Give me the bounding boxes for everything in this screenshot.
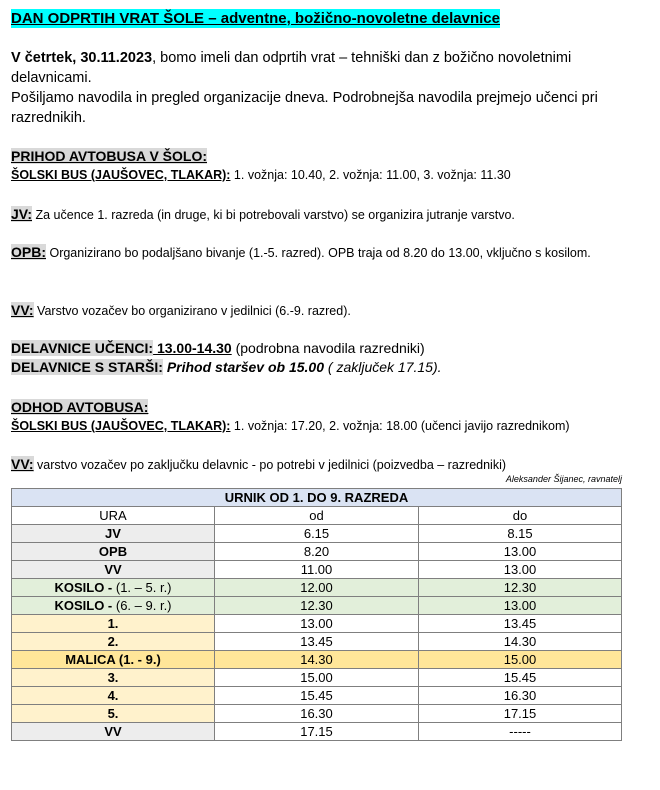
row-od: 11.00 xyxy=(215,561,419,579)
row-od: 16.30 xyxy=(215,705,419,723)
vv-text: Varstvo vozačev bo organizirano v jedilnici (6.-9. razred). xyxy=(33,304,351,318)
row-od: 6.15 xyxy=(215,525,419,543)
row-do: 15.45 xyxy=(419,669,622,687)
header-od: od xyxy=(215,507,419,525)
intro-date: V četrtek, 30.11.2023 xyxy=(11,50,153,66)
delavnice-starsi-label: DELAVNICE S STARŠI: xyxy=(11,359,163,375)
odhod-bus-text: 1. vožnja: 17.20, 2. vožnja: 18.00 (učenci javijo razrednikom) xyxy=(230,419,570,433)
delavnice-ucenci-time: 13.00-14.30 xyxy=(153,340,232,356)
opb-text: Organizirano bo podaljšano bivanje (1.-5. razred). OPB traja od 8.20 do 13.00, vključno s kosilom. xyxy=(46,246,591,260)
opb-label: OPB: xyxy=(11,244,46,260)
page-title: DAN ODPRTIH VRAT ŠOLE – adventne, božično-novoletne delavnice xyxy=(11,10,500,27)
delavnice-starsi-text: Prihod staršev ob 15.00 xyxy=(162,359,325,375)
row-label: MALICA (1. - 9.) xyxy=(12,651,215,669)
row-od: 12.30 xyxy=(215,597,419,615)
vv-label: VV: xyxy=(11,302,34,318)
vv2-label: VV: xyxy=(11,456,34,472)
row-label: 1. xyxy=(12,615,215,633)
table-row xyxy=(12,705,622,723)
signature: Aleksander Šijanec, ravnatelj xyxy=(505,474,622,484)
row-label: OPB xyxy=(12,543,215,561)
row-do: 12.30 xyxy=(419,579,622,597)
row-do: 16.30 xyxy=(419,687,622,705)
header-do: do xyxy=(419,507,622,525)
table-title-row xyxy=(12,489,622,507)
prihod-bus-label: ŠOLSKI BUS (JAUŠOVEC, TLAKAR): xyxy=(11,168,231,182)
table-row xyxy=(12,579,622,597)
prihod-bus-text: 1. vožnja: 10.40, 2. vožnja: 11.00, 3. vožnja: 11.30 xyxy=(230,168,511,182)
section-delavnice xyxy=(11,339,626,377)
table-row xyxy=(12,543,622,561)
row-label: KOSILO - xyxy=(54,598,113,613)
section-odhod xyxy=(11,398,626,435)
table-row xyxy=(12,687,622,705)
jv-text: Za učence 1. razreda (in druge, ki bi potrebovali varstvo) se organizira jutranje varstvo. xyxy=(32,208,515,222)
section-opb xyxy=(11,243,626,262)
row-od: 15.45 xyxy=(215,687,419,705)
row-do: 15.00 xyxy=(419,651,622,669)
row-do: 13.00 xyxy=(419,543,622,561)
row-label: VV xyxy=(12,561,215,579)
intro-paragraph xyxy=(11,48,631,128)
row-od: 8.20 xyxy=(215,543,419,561)
row-label-cell xyxy=(12,597,215,615)
table-title: URNIK OD 1. DO 9. RAZREDA xyxy=(12,489,622,507)
table-row xyxy=(12,669,622,687)
table-row xyxy=(12,561,622,579)
row-label: 2. xyxy=(12,633,215,651)
row-do: 17.15 xyxy=(419,705,622,723)
row-label-cell xyxy=(12,579,215,597)
row-do: 13.00 xyxy=(419,561,622,579)
row-label: 5. xyxy=(12,705,215,723)
row-od: 13.00 xyxy=(215,615,419,633)
table-row xyxy=(12,723,622,741)
row-od: 12.00 xyxy=(215,579,419,597)
row-label: KOSILO - xyxy=(54,580,113,595)
intro-text-2: Pošiljamo navodila in pregled organizacije dneva. Podrobnejša navodila prejmejo učenci pri razrednikih. xyxy=(11,90,598,126)
row-do: ----- xyxy=(419,723,622,741)
table-row xyxy=(12,615,622,633)
row-od: 17.15 xyxy=(215,723,419,741)
table-row xyxy=(12,597,622,615)
vv2-text: varstvo vozačev po zaključku delavnic - po potrebi v jedilnici (poizvedba – razredniki) xyxy=(33,458,507,472)
schedule-table xyxy=(11,488,622,741)
row-do: 14.30 xyxy=(419,633,622,651)
row-od: 13.45 xyxy=(215,633,419,651)
intro-text-1: , bomo imeli dan odprtih vrat – tehniški dan z božično novoletnimi delavnicami. xyxy=(11,50,572,86)
table-row xyxy=(12,633,622,651)
table-row xyxy=(12,525,622,543)
header-ura: URA xyxy=(12,507,215,525)
row-label-sub: (1. – 5. r.) xyxy=(112,580,172,595)
delavnice-ucenci-label: DELAVNICE UČENCI: xyxy=(11,340,154,356)
row-do: 13.00 xyxy=(419,597,622,615)
jv-label: JV: xyxy=(11,206,33,222)
row-label: 3. xyxy=(12,669,215,687)
row-od: 15.00 xyxy=(215,669,419,687)
row-do: 13.45 xyxy=(419,615,622,633)
row-label-sub: (6. – 9. r.) xyxy=(112,598,172,613)
delavnice-starsi-note: ( zaključek 17.15). xyxy=(324,359,442,375)
row-label: JV xyxy=(12,525,215,543)
prihod-heading: PRIHOD AVTOBUSA V ŠOLO: xyxy=(11,148,208,164)
row-label: 4. xyxy=(12,687,215,705)
odhod-bus-label: ŠOLSKI BUS (JAUŠOVEC, TLAKAR): xyxy=(11,419,231,433)
section-jv xyxy=(11,205,626,224)
table-row xyxy=(12,651,622,669)
delavnice-ucenci-note: (podrobna navodila razredniki) xyxy=(231,340,425,356)
row-label: VV xyxy=(12,723,215,741)
section-vv xyxy=(11,301,626,320)
table-header-row xyxy=(12,507,622,525)
row-do: 8.15 xyxy=(419,525,622,543)
row-od: 14.30 xyxy=(215,651,419,669)
odhod-heading: ODHOD AVTOBUSA: xyxy=(11,399,149,415)
section-vv-2 xyxy=(11,455,626,474)
section-prihod xyxy=(11,147,626,184)
